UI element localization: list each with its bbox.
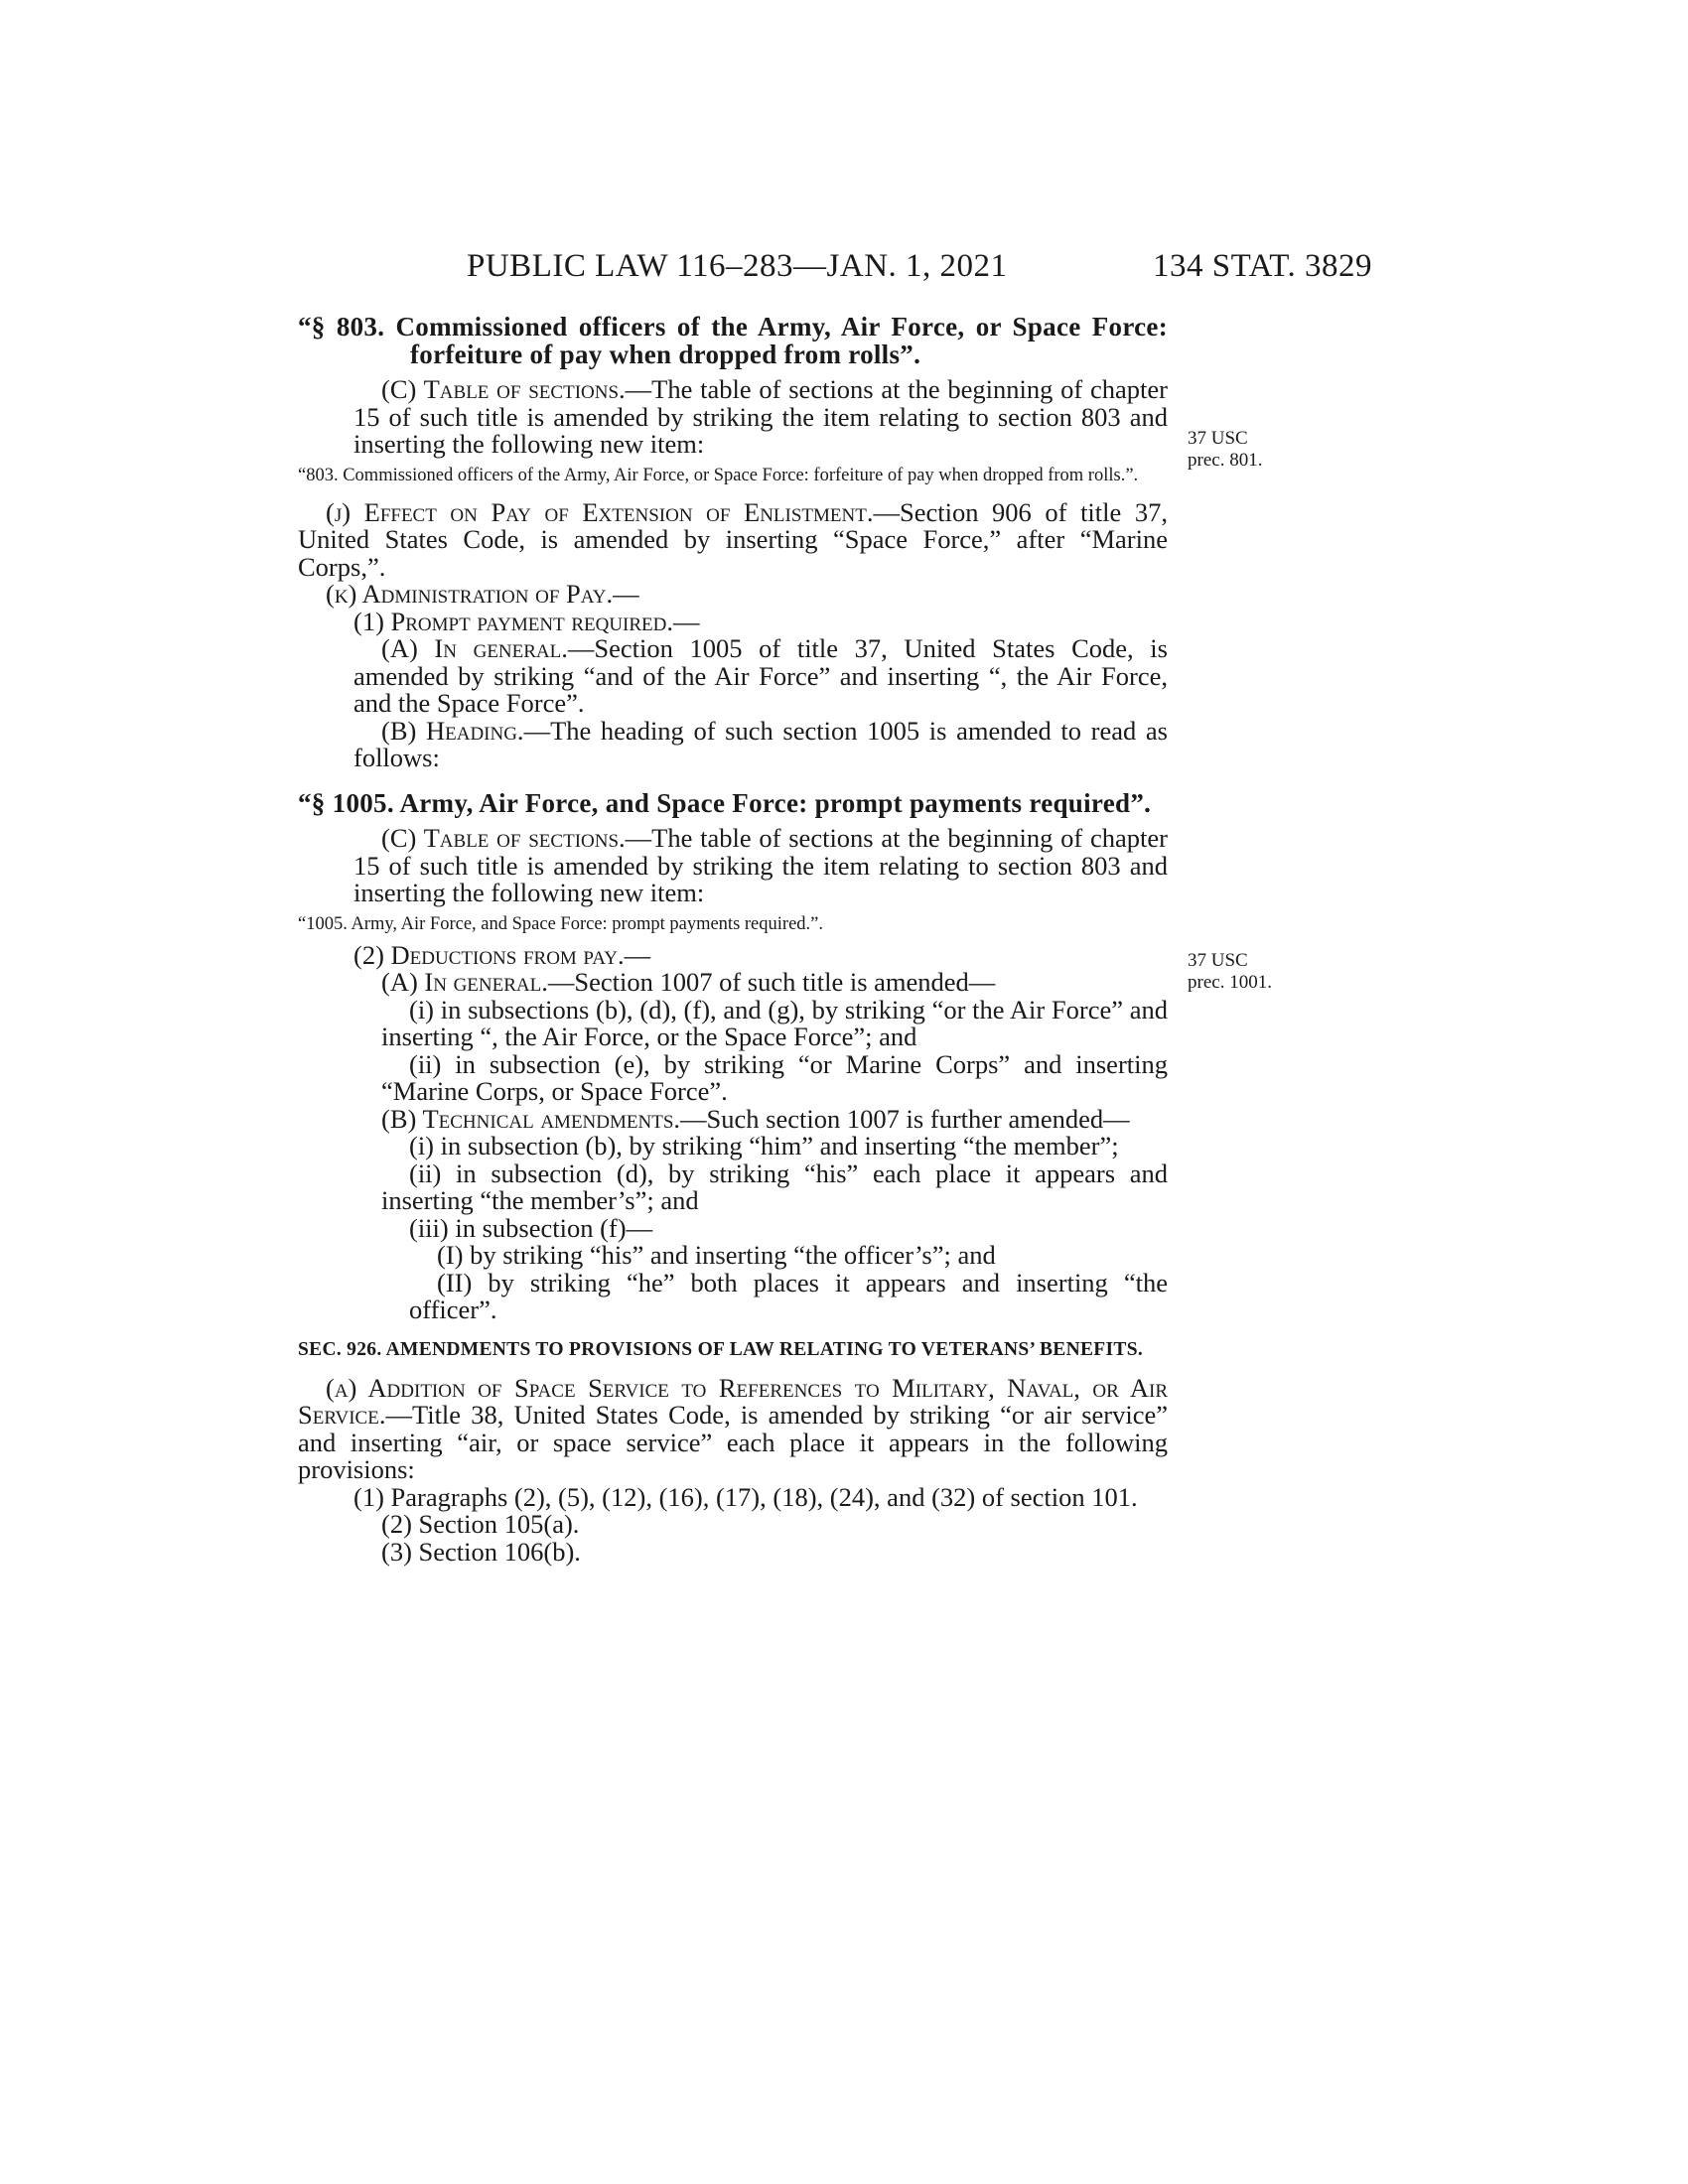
para-c-table-of-sections-1 <box>270 376 1168 459</box>
para-text: —Title 38, United States Code, is amended by striking “or air service” and inserting “air, or space service” each place it appears in the following provisions: <box>298 1400 1168 1484</box>
para-heading: (A) In general. <box>381 967 548 997</box>
table-item-803: “803. Commissioned officers of the Army, Air Force, or Space Force: forfeiture of pay when dropped from rolls.”. <box>298 465 1139 485</box>
stat-page-number: 134 STAT. 3829 <box>1152 248 1372 284</box>
para-text: —Section 1005 of title 37, United States Code, is amended by striking “and of the Air Force” and inserting “, the Air Force, and the Space Force”. <box>353 633 1168 718</box>
para-k1 <box>298 606 1168 636</box>
running-head: PUBLIC LAW 116–283—JAN. 1, 2021 <box>467 248 1008 284</box>
para-text: —Section 1007 of such title is amended— <box>547 967 996 997</box>
para-dash: — <box>613 579 639 609</box>
document-body <box>298 314 1168 1566</box>
para-heading: (k) Administration of Pay. <box>326 579 614 609</box>
para-text: —Section 906 of title 37, United States Code, is amended by inserting “Space Force,” after “Marine Corps,”. <box>298 496 1168 582</box>
margin-note-801 <box>1188 428 1262 472</box>
table-item-1005: “1005. Army, Air Force, and Space Force: prompt payments required.”. <box>298 913 823 934</box>
para-k2-B-ii: (ii) in subsection (d), by striking “his” each place it appears and inserting “the member’s”; and <box>381 1158 1168 1215</box>
para-heading: (A) In general. <box>381 633 568 663</box>
page-header <box>298 248 1372 292</box>
para-text: —The table of sections at the beginning of chapter 15 of such title is amended by striking the item relating to section 803 and inserting the following new item: <box>353 823 1168 907</box>
section-1005-heading: “§ 1005. Army, Air Force, and Space Force: prompt payments required”. <box>298 787 1152 818</box>
para-heading: (a) Addition of Space Service to References to Military, Naval, or Air Service. <box>298 1372 1168 1430</box>
sec-926-heading: SEC. 926. AMENDMENTS TO PROVISIONS OF LAW RELATING TO VETERANS’ BENEFITS. <box>298 1338 1144 1360</box>
para-k2-B <box>298 1103 1168 1134</box>
para-heading: (2) Deductions from pay. <box>353 939 625 970</box>
para-k2-B-iii-II: (II) by striking “he” both places it appears and inserting “the officer”. <box>409 1267 1168 1324</box>
para-text: —Such section 1007 is further amended— <box>680 1103 1130 1134</box>
margin-note-1001 <box>1188 950 1272 994</box>
para-heading: (C) Table of sections. <box>381 823 626 853</box>
para-dash: — <box>624 939 651 970</box>
para-c-table-of-sections-2 <box>298 825 1168 907</box>
para-text: —The table of sections at the beginning of chapter 15 of such title is amended by striking the item relating to section 803 and inserting the following new item: <box>353 374 1168 459</box>
para-k2-B-i: (i) in subsection (b), by striking “him” and inserting “the member”; <box>409 1131 1119 1160</box>
para-926-a-2: (2) Section 105(a). <box>381 1509 580 1539</box>
para-k2-A <box>298 969 1168 997</box>
para-heading: (C) Table of sections. <box>381 374 626 404</box>
para-heading: (B) Heading. <box>381 715 524 746</box>
para-heading: (j) Effect on Pay of Extension of Enlistment. <box>326 496 874 527</box>
para-k2-A-ii: (ii) in subsection (e), by striking “or Marine Corps” and inserting “Marine Corps, or Space Force”. <box>381 1048 1168 1106</box>
para-k2-A-i: (i) in subsections (b), (d), (f), and (g), by striking “or the Air Force” and inserting “, the Air Force, or the Space Force”; and <box>381 994 1168 1051</box>
para-dash: — <box>673 606 700 636</box>
section-803-heading: “§ 803. Commissioned officers of the Army, Air Force, or Space Force: forfeiture of pay when dropped from rolls”. <box>298 312 1168 369</box>
para-926-a-1: (1) Paragraphs (2), (5), (12), (16), (17), (18), (24), and (32) of section 101. <box>353 1481 1138 1512</box>
margin-note-1001-text: 37 USC prec. 1001. <box>1188 950 1272 993</box>
para-j <box>298 496 1168 582</box>
para-text: —The heading of such section 1005 is amended to read as follows: <box>353 715 1168 772</box>
para-heading: (B) Technical amendments. <box>381 1103 681 1134</box>
para-926-a <box>298 1372 1168 1484</box>
para-k2 <box>298 939 1168 970</box>
margin-note-801-text: 37 USC prec. 801. <box>1188 428 1263 471</box>
para-926-a-3: (3) Section 106(b). <box>381 1536 581 1567</box>
para-k2-B-iii-I: (I) by striking “his” and inserting “the officer’s”; and <box>437 1240 996 1270</box>
para-k2-B-iii: (iii) in subsection (f)— <box>409 1212 653 1243</box>
para-k1-B <box>298 715 1168 772</box>
para-heading: (1) Prompt payment required. <box>353 606 673 636</box>
para-k <box>298 581 1168 609</box>
para-k1-A <box>298 635 1168 718</box>
